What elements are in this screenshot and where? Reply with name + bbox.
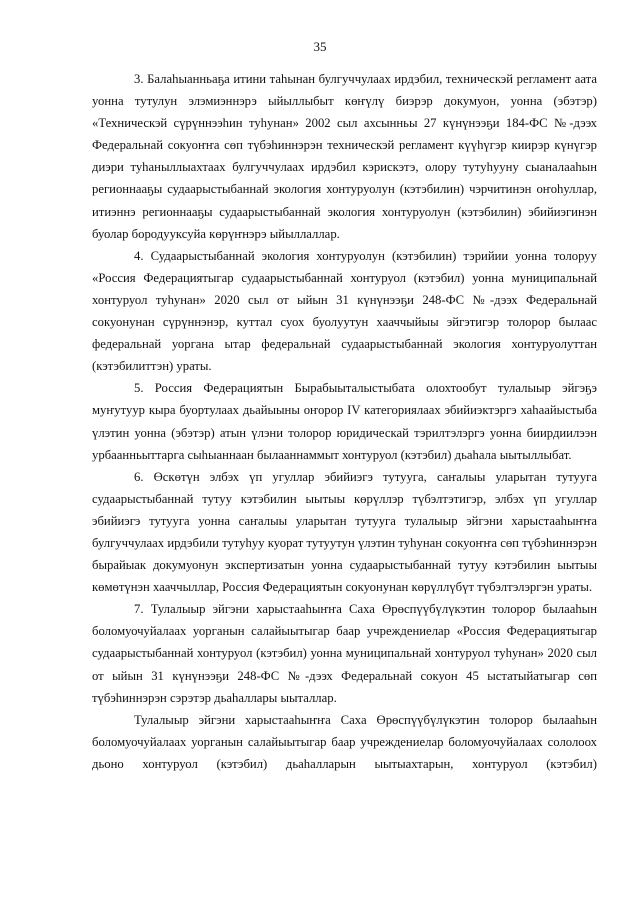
paragraph-5: 5. Россия Федерациятын Бырабыыталыстыбата олохтообут тулалыыр эйгэҕэ муҥутуур кыра буортулаах дьайыыны оҥорор IV категориялаах эбийиэктэргэ хаһаайыстыба үлэтин уонна (эбэтэр) атын үлэни толорор юридическай тэрилтэлэргэ уонна биирдиилээн урбаанньыттарга сыһыаннаан былааннаммыт хонтуруол (кэтэбил) дьаһала ыытыллыбат. xyxy=(92,381,597,462)
document-body xyxy=(92,68,597,775)
paragraph-3: 3. Балаһыанньаҕа итини таһынан булгуччулаах ирдэбил, техническэй регламент аата уонна тутулун элэмиэннэрэ ыйыллыбыт көҥүлү биэрэр докумуон, уонна (эбэтэр) «Техническэй сүрүннээһин туһунан» 2002 сыл ахсынньы 27 күнүнээҕи 184-ФС №-дээх Федеральнай сокуоҥҥа сөп түбэһиннэрэн техническэй регламент күүһүгэр киирэр күнүгэр диэри туһаныллыахтаах булгуччулаах ирдэбил кэрискэтэ, олору тутуһууну сыаналааһын регионнааҕы судаарыстыбаннай экология хонтуруолун (кэтэбилин) чэрчитинэн оҥоһуллар, итиэннэ регионнааҕы судаарыстыбаннай экология хонтуруолун (кэтэбилин) эбийиэгинэн буолар бородууксуйа көрүҥнэрэ ыйыллаллар. xyxy=(92,72,597,241)
page-number: 35 xyxy=(313,39,327,54)
paragraph-4: 4. Судаарыстыбаннай экология хонтуруолун (кэтэбилин) тэрийии уонна толоруу «Россия Федерациятыгар судаарыстыбаннай хонтуруол (кэтэбил) уонна муниципальнай хонтуруол туһунан» 2020 сыл от ыйын 31 күнүнээҕи 248-ФС №-дээх Федеральнай сокуонунан сүрүннэнэр, куттал суох буолуутун хааччыйыы эйгэтигэр толорор былаас федеральнай уоргана ытар федеральнай судаарыстыбаннай экология хонтуруолуттан (кэтэбилиттэн) ураты. xyxy=(92,248,597,374)
paragraph-7: 7. Тулалыыр эйгэни харыстааһыҥҥа Саха Өрөспүүбүлүкэтин толорор былааһын боломуочуйалаах уорганын салайыытыгар баар учреждениелар «Россия Федерациятыгар судаарыстыбаннай хонтуруол (кэтэбил) уонна муниципальнай хонтуруол туһунан» 2020 сыл от ыйын 31 күнүнээҕи 248-ФС №-дээх Федеральнай сокуон 45 ыстатыйатыгар сөп түбэһиннэрэн сэрэтэр дьаһаллары ыыталлар. xyxy=(92,602,597,705)
paragraph-continuation: Тулалыыр эйгэни харыстааһыҥҥа Саха Өрөспүүбүлүкэтин толорор былааһын боломуочуйалаах уорганын салайыытыгар баар учреждениелар боломуочуйалаах сололоох дьоно хонтуруол (кэтэбил) дьаһалларын ыытыахтарын, хонтуруол (кэтэбил) xyxy=(92,712,597,771)
paragraph-6: 6. Өскөтүн элбэх үп угуллар эбийиэгэ тутууга, саҥалыы уларытан тутууга судаарыстыбаннай тутуу кэтэбилин ыытыы көрүллэр түбэлтэтигэр, элбэх үп угуллар эбийиэгэ тутууга уонна саҥалыы уларытан тутууга тулалыыр эйгэни харыстааһыҥҥа булгуччулаах ирдэбили тутуһуу куорат тутуутун үлэтин туһунан сокуоҥҥа сөп түбэһиннэрэн бырайыак докумуонун экспертизатын уонна судаарыстыбаннай тутуу кэтэбилин ыытыы көмөтүнэн хааччыллар, Россия Федерациятын сокуонунан көрүллүбүт түбэлтэлэргэн ураты. xyxy=(92,469,597,595)
